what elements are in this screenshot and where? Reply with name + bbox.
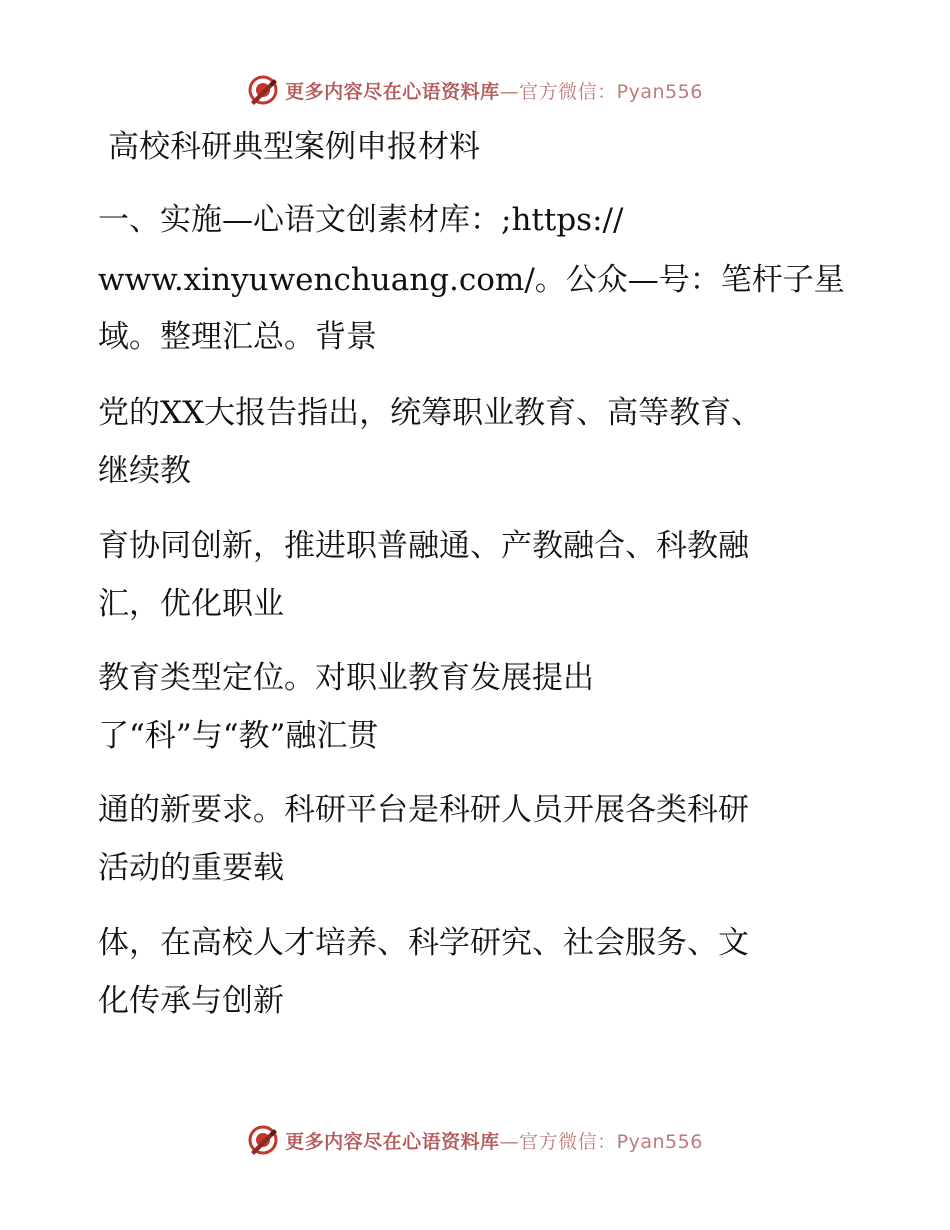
paragraph-line: 化传承与创新: [98, 983, 284, 1019]
banner-contact-text: —官方微信：Pyan556: [499, 80, 703, 103]
banner-main-text: 更多内容尽在心语资料库: [285, 80, 500, 103]
paragraph-line: 通的新要求。科研平台是科研人员开展各类科研: [98, 792, 749, 828]
paragraph-line: www.xinyuwenchuang.com/。公众—号：笔杆子星: [98, 262, 845, 298]
banner-contact-text: —官方微信：Pyan556: [499, 1130, 703, 1153]
banner-main-text: 更多内容尽在心语资料库: [285, 1130, 500, 1153]
pen-logo-icon: [247, 1124, 279, 1156]
paragraph-line: 一、实施—心语文创素材库：;https://: [98, 202, 624, 238]
paragraph-line: 活动的重要载: [98, 850, 284, 886]
paragraph-line: 教育类型定位。对职业教育发展提出: [98, 660, 594, 696]
paragraph-line: 汇，优化职业: [98, 586, 284, 622]
pen-logo-icon: [247, 74, 279, 106]
paragraph-line: 继续教: [98, 453, 191, 489]
paragraph-line: 域。整理汇总。背景: [98, 319, 377, 355]
banner: [247, 74, 703, 106]
paragraph-line: 体，在高校人才培养、科学研究、社会服务、文: [98, 925, 749, 961]
banner: [247, 1124, 703, 1156]
paragraph-line: 育协同创新，推进职普融通、产教融合、科教融: [98, 528, 749, 564]
document-title: 高校科研典型案例申报材料: [108, 129, 480, 165]
banner-text: [285, 1127, 703, 1154]
banner-text: [285, 77, 703, 104]
footer-banner: [0, 1120, 950, 1160]
paragraph-line: 了“科”与“教”融汇贯: [98, 718, 379, 754]
paragraph-line: 党的XX大报告指出，统筹职业教育、高等教育、: [98, 395, 763, 431]
header-banner: [0, 70, 950, 110]
